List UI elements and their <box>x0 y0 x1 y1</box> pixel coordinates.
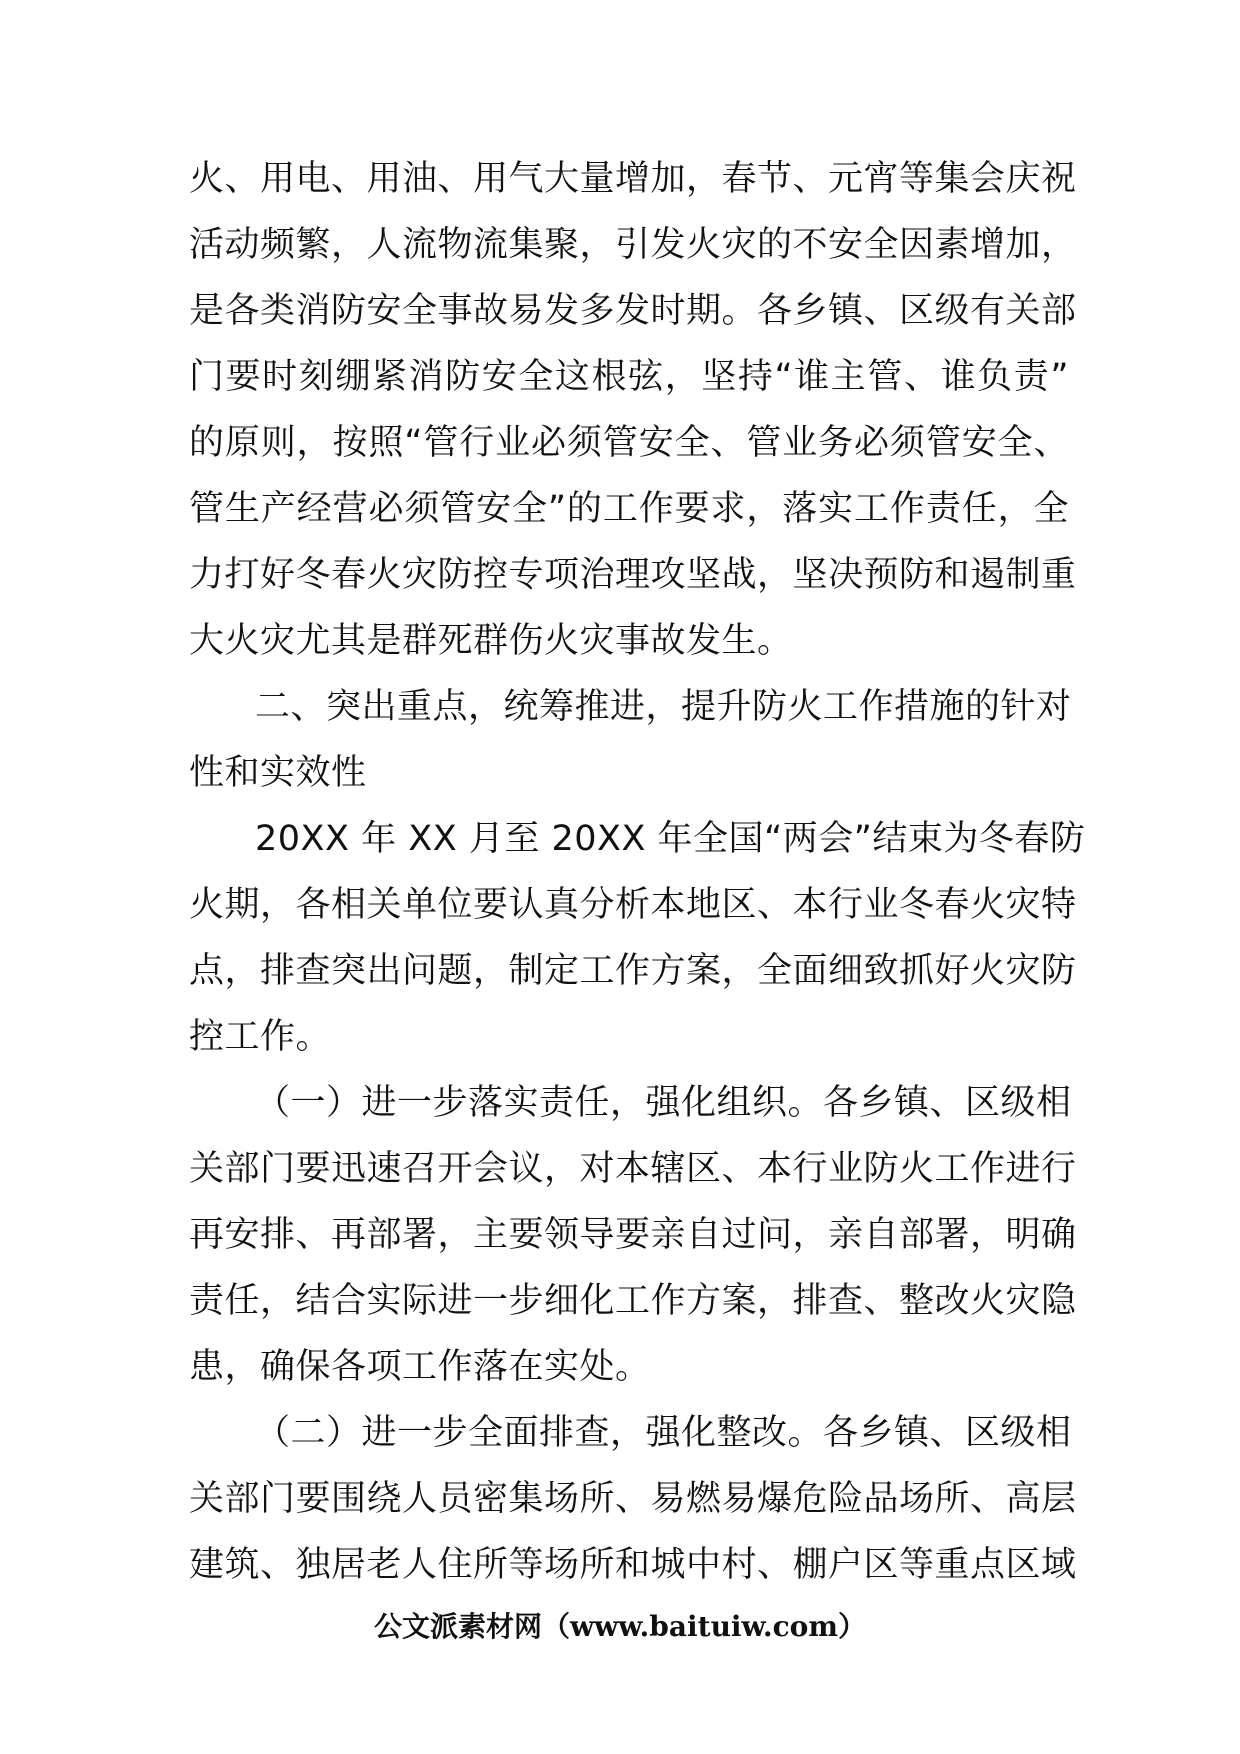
body-line: 控工作。 <box>189 1017 332 1057</box>
footer-watermark: 公文派素材网（www.baituiw.com） <box>374 1610 866 1643</box>
body-line: 再安排、再部署，主要领导要亲自过问，亲自部署，明确 <box>189 1215 1077 1255</box>
body-line: 活动频繁，人流物流集聚，引发火灾的不安全因素增加， <box>189 225 1077 265</box>
body-line: 火期，各相关单位要认真分析本地区、本行业冬春火灾特 <box>189 885 1077 925</box>
body-line: 患，确保各项工作落在实处。 <box>189 1347 651 1387</box>
body-line: 大火灾尤其是群死群伤火灾事故发生。 <box>189 621 793 661</box>
body-line: 火、用电、用油、用气大量增加，春节、元宵等集会庆祝 <box>189 159 1077 199</box>
body-line: 建筑、独居老人住所等场所和城中村、棚户区等重点区域 <box>189 1545 1077 1585</box>
body-line: 的原则，按照“管行业必须管安全、管业务必须管安全、 <box>189 423 1069 463</box>
body-line: 责任，结合实际进一步细化工作方案，排查、整改火灾隐 <box>189 1281 1077 1321</box>
body-line: 力打好冬春火灾防控专项治理攻坚战，坚决预防和遏制重 <box>189 555 1077 595</box>
body-line: 点，排查突出问题，制定工作方案，全面细致抓好火灾防 <box>189 951 1077 991</box>
body-line: 关部门要围绕人员密集场所、易燃易爆危险品场所、高层 <box>189 1479 1077 1519</box>
body-line: （二）进一步全面排查，强化整改。各乡镇、区级相 <box>255 1413 1072 1453</box>
body-line: 20XX 年 XX 月至 20XX 年全国“两会”结束为冬春防 <box>255 819 1086 859</box>
body-line: 门要时刻绷紧消防安全这根弦，坚持“谁主管、谁负责” <box>189 357 1069 397</box>
section-heading-line: 性和实效性 <box>189 753 367 793</box>
body-line: 管生产经营必须管安全”的工作要求，落实工作责任，全 <box>189 489 1069 529</box>
body-line: （一）进一步落实责任，强化组织。各乡镇、区级相 <box>255 1083 1072 1123</box>
body-line: 是各类消防安全事故易发多发时期。各乡镇、区级有关部 <box>189 291 1077 331</box>
section-heading-line: 二、突出重点，统筹推进，提升防火工作措施的针对 <box>255 687 1072 727</box>
body-line: 关部门要迅速召开会议，对本辖区、本行业防火工作进行 <box>189 1149 1077 1189</box>
